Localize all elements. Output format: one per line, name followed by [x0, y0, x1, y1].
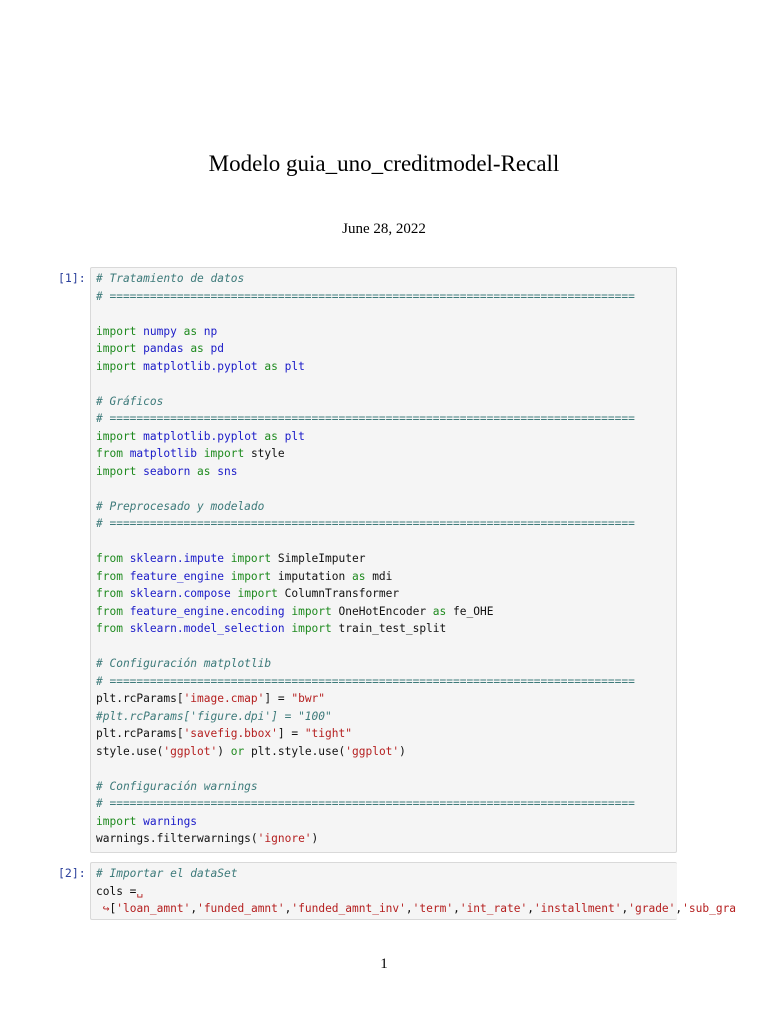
code-line — [96, 568, 676, 586]
code-line — [96, 288, 676, 306]
code-token: ␣ — [136, 884, 144, 898]
code-token: plt.style.use( — [244, 744, 346, 758]
code-token: plt.rcParams[ — [96, 692, 184, 705]
code-token: import — [197, 447, 251, 460]
code-token: 'ggplot' — [163, 744, 218, 758]
code-token: import — [96, 429, 144, 443]
code-token: # Gráficos — [96, 394, 164, 408]
code-token: 'term' — [412, 902, 454, 915]
code-line — [96, 480, 676, 498]
code-line — [96, 743, 676, 761]
code-token: as — [257, 429, 285, 443]
code-token: warnings — [143, 814, 198, 828]
code-token: 'sub_gra — [682, 902, 737, 915]
code-token: , — [675, 902, 683, 915]
code-token: warnings.filterwarnings( — [96, 832, 258, 845]
document-title: Modelo guia_uno_creditmodel-Recall — [208, 151, 560, 176]
code-line — [96, 725, 676, 743]
code-line — [96, 445, 676, 463]
code-token: , — [453, 902, 460, 915]
code-line — [96, 375, 676, 393]
code-token: seaborn — [143, 464, 191, 478]
code-line — [96, 830, 676, 848]
code-line — [96, 795, 676, 813]
code-token: # Preprocesado y modelado — [96, 499, 265, 513]
code-cell-2[interactable] — [90, 862, 737, 920]
code-token: # ============================================================================== — [96, 517, 635, 530]
code-token: from — [96, 552, 130, 565]
code-line — [96, 463, 676, 481]
page-number: 1 — [380, 956, 388, 972]
code-line — [96, 270, 676, 288]
code-token: pandas — [143, 342, 184, 355]
code-token: train_test_split — [338, 622, 447, 635]
code-token: 'loan_amnt' — [116, 902, 191, 915]
code-token: plt — [284, 429, 305, 443]
code-token: as — [190, 464, 218, 478]
code-token: import — [284, 622, 339, 635]
code-token: np — [203, 324, 218, 338]
code-token: 'image.cmap' — [183, 692, 265, 705]
code-token: #plt.rcParams['figure.dpi'] = "100" — [96, 709, 332, 723]
code-line — [96, 498, 676, 516]
code-line — [96, 778, 676, 796]
code-block — [91, 268, 676, 848]
code-token: import — [96, 342, 144, 355]
code-token: pd — [210, 342, 225, 355]
code-token: as — [426, 604, 454, 618]
code-line — [96, 515, 676, 533]
code-token: 'installment' — [533, 902, 622, 915]
code-token: sklearn.impute — [129, 552, 224, 565]
code-token: ] = — [264, 692, 292, 705]
code-token: from — [96, 447, 130, 460]
code-line — [96, 340, 676, 358]
code-line — [96, 655, 676, 673]
code-token: ] = — [277, 727, 305, 740]
code-line — [96, 603, 676, 621]
code-token: or — [230, 744, 245, 758]
code-token: , — [527, 902, 534, 915]
code-token: [ — [109, 902, 117, 915]
code-token: import — [96, 359, 144, 373]
code-token: # Configuración matplotlib — [96, 657, 272, 670]
code-cell-1[interactable] — [90, 267, 677, 853]
code-token: style.use( — [96, 744, 164, 758]
code-token: ) — [311, 832, 319, 845]
code-token: , — [405, 902, 413, 915]
code-token: import — [223, 552, 278, 565]
code-token: import — [223, 569, 278, 583]
code-token: ) — [399, 744, 406, 758]
code-token: 'ignore' — [257, 832, 312, 845]
code-line — [96, 550, 676, 568]
code-token: import — [230, 587, 285, 600]
code-line — [96, 358, 676, 376]
code-token: "bwr" — [291, 692, 326, 705]
code-line — [96, 813, 676, 831]
code-token: # ============================================================================== — [96, 797, 635, 810]
code-token: , — [284, 902, 292, 915]
code-token: 'funded_amnt_inv' — [291, 902, 406, 915]
code-token: SimpleImputer — [277, 552, 366, 565]
code-token: sklearn.model_selection — [129, 622, 285, 635]
code-token: feature_engine — [129, 569, 224, 583]
code-token: plt — [284, 359, 305, 373]
code-line — [96, 305, 676, 323]
code-token: ColumnTransformer — [284, 587, 400, 600]
code-token: matplotlib.pyplot — [143, 429, 258, 443]
code-line — [96, 393, 676, 411]
code-token: , — [190, 902, 198, 915]
code-token: 'savefig.bbox' — [183, 727, 278, 740]
code-token: # ============================================================================== — [96, 412, 635, 425]
code-line — [96, 673, 676, 691]
code-line — [96, 585, 676, 603]
code-token: 'funded_amnt' — [197, 902, 285, 915]
code-token: sns — [217, 464, 238, 478]
code-token: import — [96, 814, 144, 828]
code-line — [96, 690, 676, 708]
code-token: # ============================================================================== — [96, 674, 635, 688]
code-token: from — [96, 587, 130, 600]
code-token: as — [345, 569, 373, 583]
code-line — [96, 865, 677, 883]
code-line — [96, 708, 676, 726]
code-token: 'grade' — [628, 902, 676, 915]
code-token: import — [96, 324, 144, 338]
code-token: feature_engine.encoding — [129, 604, 285, 618]
code-line — [96, 410, 676, 428]
code-token: 'ggplot' — [345, 744, 400, 758]
cell-prompt-2: [2]: — [58, 866, 86, 880]
code-line — [96, 900, 737, 918]
document-date: June 28, 2022 — [342, 221, 426, 237]
code-token: from — [96, 622, 130, 635]
code-line — [96, 323, 676, 341]
code-token: cols = — [96, 884, 137, 898]
code-token: plt.rcParams[ — [96, 727, 184, 740]
code-token: # ============================================================================== — [96, 289, 635, 303]
code-token: import — [284, 604, 339, 618]
code-line — [96, 883, 677, 901]
code-token: ↪ — [96, 902, 110, 915]
code-token: mdi — [372, 569, 393, 583]
code-line — [96, 760, 676, 778]
code-line — [96, 428, 676, 446]
code-token: 'int_rate' — [459, 902, 528, 915]
code-token: matplotlib.pyplot — [143, 359, 258, 373]
code-line — [96, 638, 676, 656]
code-token: ) — [217, 744, 231, 758]
code-token: from — [96, 604, 130, 618]
code-token: , — [621, 902, 629, 915]
code-token: # Tratamiento de datos — [96, 272, 245, 285]
code-token: fe_OHE — [453, 604, 494, 618]
code-token: from — [96, 569, 130, 583]
code-token: numpy — [143, 324, 177, 338]
code-token: import — [96, 464, 144, 478]
code-token: style — [250, 447, 285, 460]
code-token: as — [257, 359, 285, 373]
code-token: "tight" — [304, 727, 352, 740]
cell-prompt-1: [1]: — [58, 271, 86, 285]
code-token: sklearn.compose — [129, 587, 231, 600]
code-block — [91, 863, 737, 918]
code-line — [96, 620, 676, 638]
code-token: imputation — [277, 569, 346, 583]
code-token: # Importar el dataSet — [96, 867, 238, 880]
code-token: as — [183, 342, 211, 355]
code-line — [96, 533, 676, 551]
code-token: OneHotEncoder — [338, 604, 427, 618]
code-token: # Configuración warnings — [96, 779, 258, 793]
code-token: as — [176, 324, 204, 338]
code-token: matplotlib — [129, 447, 198, 460]
